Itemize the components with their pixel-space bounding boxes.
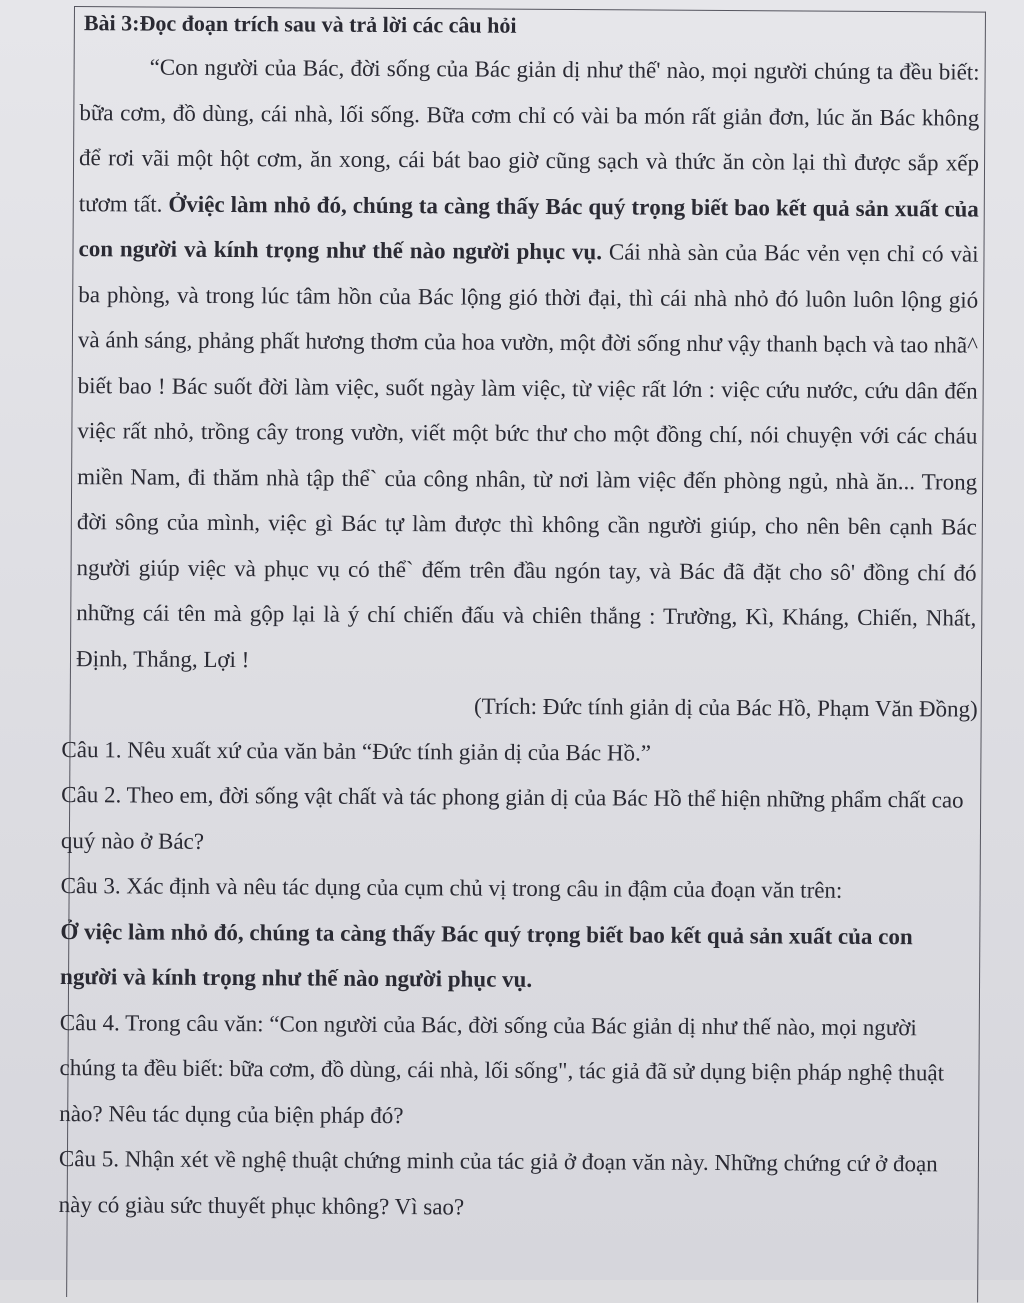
question-3: Câu 3. Xác định và nêu tác dụng của cụm chủ vị trong câu in đậm của đoạn văn trên:	[60, 863, 974, 914]
question-list	[55, 726, 980, 1232]
question-2: Câu 2. Theo em, đời sống vật chất và tác phong giản dị của Bác Hồ thể hiện những phẩm chất cao quý nào ở Bác?	[61, 772, 976, 869]
exercise-title: Bài 3:Đọc đoạn trích sau và trả lời các câu hỏi	[62, 8, 984, 44]
question-5: Câu 5. Nhận xét về nghệ thuật chứng minh của tác giả ở đoạn văn này. Những chứng cứ ở đoạn này có giàu sức thuyết phục không? Vì sao?	[59, 1136, 974, 1233]
question-4: Câu 4. Trong câu văn: “Con người của Bác, đời sống của Bác giản dị như thế nào, mọi người chúng ta đều biết: bữa cơm, đồ dùng, cái nhà, lối sống", tác giả đã sử dụng biện pháp nghệ thuật nào? Nêu tác dụng của biện pháp đó?	[59, 1000, 974, 1142]
question-1: Câu 1. Nêu xuất xứ của văn bản “Đức tính giản dị của Bác Hồ.”	[61, 727, 975, 778]
passage-part-1: “Con người của Bác, đời sống của Bác giản dị như thế' nào, mọi người chúng ta đều biết: bữa cơm, đồ dùng, cái nhà, lối sống. Bữa cơm chỉ có vài ba món rất giản đơn, lúc ăn Bác không để rơi vãi một hột cơm, ăn xong, cái bát bao giờ cũng sạch và thức ăn còn lại thì được sắp xếp tươm tất.	[79, 55, 980, 217]
passage-part-2: Cái nhà sàn của Bác vẻn vẹn chỉ có vài ba phòng, và trong lúc tâm hồn của Bác lộng gió thời đại, thì cái nhà nhỏ đó luôn luôn lộng gió và ánh sáng, phảng phất hương thơm của hoa vườn, một đời sống như vậy thanh bạch và tao nhã^ biết bao ! Bác suốt đời làm việc, suốt ngày làm việc, từ việc rất lớn : việc cứu nước, cứu dân đến việc rất nhỏ, trồng cây trong vườn, viết một bức thư cho một đồng chí, nói chuyện với các cháu miền Nam, đi thăm nhà tập thể` của công nhân, từ nơi làm việc đến phòng ngủ, nhà ăn... Trong đời sông của mình, việc gì Bác tự làm được thì không cần người giúp, cho nên bên cạnh Bác người giúp việc và phục vụ có thể` đếm trên đầu ngón tay, và Bác đã đặt cho sô' đồng chí đó những cái tên mà gộp lại là ý chí chiến đấu và chiên thắng : Trường, Kì, Kháng, Chiến, Nhất, Định, Thắng, Lợi !	[76, 239, 979, 671]
excerpt-source: (Trích: Đức tính giản dị của Bác Hồ, Phạm Văn Đồng)	[58, 681, 980, 732]
passage-bold-sentence: Ởviệc làm nhỏ đó, chúng ta càng thấy Bác quý trọng biết bao kết quả sản xuất của con người và kính trọng như thế nào người phục vụ.	[78, 191, 978, 264]
question-3-bold-sentence: Ở việc làm nhỏ đó, chúng ta càng thấy Bác quý trọng biết bao kết quả sản xuất của con người và kính trọng như thế nào người phục vụ.	[60, 909, 975, 1006]
excerpt-passage	[58, 44, 984, 687]
exercise-content	[55, 8, 984, 1233]
